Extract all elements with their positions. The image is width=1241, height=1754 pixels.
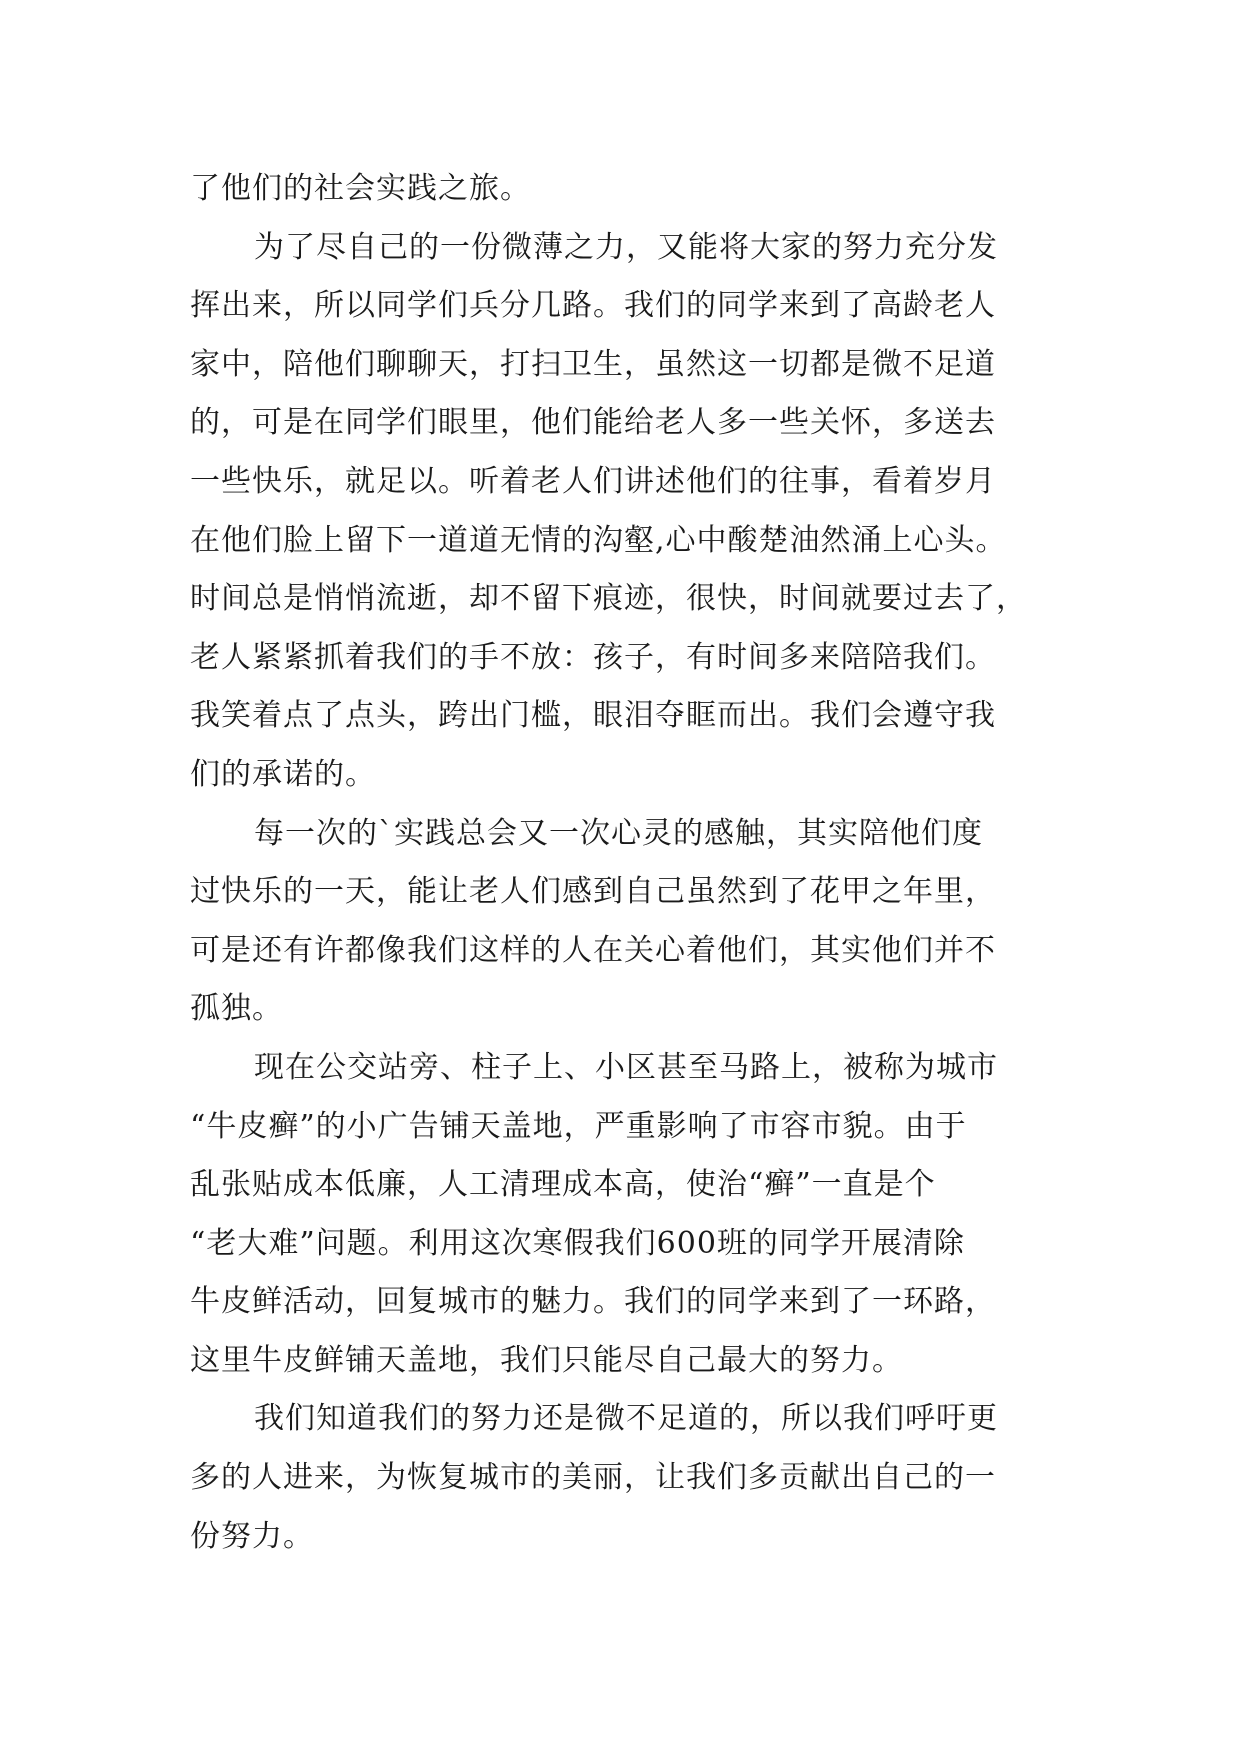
paragraph [190,219,1070,805]
text-line: 每一次的`实践总会又一次心灵的感触，其实陪他们度 [254,815,983,851]
text-line: 我笑着点了点头，跨出门槛，眼泪夺眶而出。我们会遵守我 [190,698,996,734]
text-line: 这里牛皮鲜铺天盖地，我们只能尽自己最大的努力。 [190,1342,903,1378]
document-body [190,160,1070,1566]
text-line: 挥出来，所以同学们兵分几路。我们的同学来到了高龄老人 [190,288,996,324]
text-line: 现在公交站旁、柱子上、小区甚至马路上，被称为城市 [254,1049,998,1085]
text-line: 乱张贴成本低廉，人工清理成本高，使治“癣”一直是个 [190,1167,936,1203]
paragraph [190,1039,1070,1391]
text-line: “牛皮癣”的小广告铺天盖地，严重影响了市容市貌。由于 [190,1108,967,1144]
text-line: 过快乐的一天，能让老人们感到自己虽然到了花甲之年里， [190,874,996,910]
text-line: 一些快乐，就足以。听着老人们讲述他们的往事，看着岁月 [190,463,996,499]
text-line: 们的承诺的。 [190,756,376,792]
text-line: 为了尽自己的一份微薄之力，又能将大家的努力充分发 [254,229,998,265]
paragraph [190,805,1070,1039]
text-line: 的，可是在同学们眼里，他们能给老人多一些关怀，多送去 [190,405,996,441]
paragraph [190,160,1070,219]
text-line: 时间总是悄悄流逝，却不留下痕迹，很快，时间就要过去了， [190,581,1027,617]
text-line: 孤独。 [190,991,283,1027]
text-line: 可是还有许都像我们这样的人在关心着他们，其实他们并不 [190,932,996,968]
text-line: 老人紧紧抓着我们的手不放：孩子，有时间多来陪陪我们。 [190,639,996,675]
text-line: 份努力。 [190,1518,314,1554]
text-line: “老大难”问题。利用这次寒假我们600班的同学开展清除 [190,1225,965,1261]
text-line: 我们知道我们的努力还是微不足道的，所以我们呼吁更 [254,1401,998,1437]
text-line: 家中，陪他们聊聊天，打扫卫生，虽然这一切都是微不足道 [190,346,996,382]
text-line: 了他们的社会实践之旅。 [190,171,531,206]
text-line: 牛皮鲜活动，回复城市的魅力。我们的同学来到了一环路， [190,1284,996,1320]
text-line: 在他们脸上留下一道道无情的沟壑,心中酸楚油然涌上心头。 [190,522,1007,558]
text-line: 多的人进来，为恢复城市的美丽，让我们多贡献出自己的一 [190,1460,996,1496]
paragraph [190,1390,1070,1566]
